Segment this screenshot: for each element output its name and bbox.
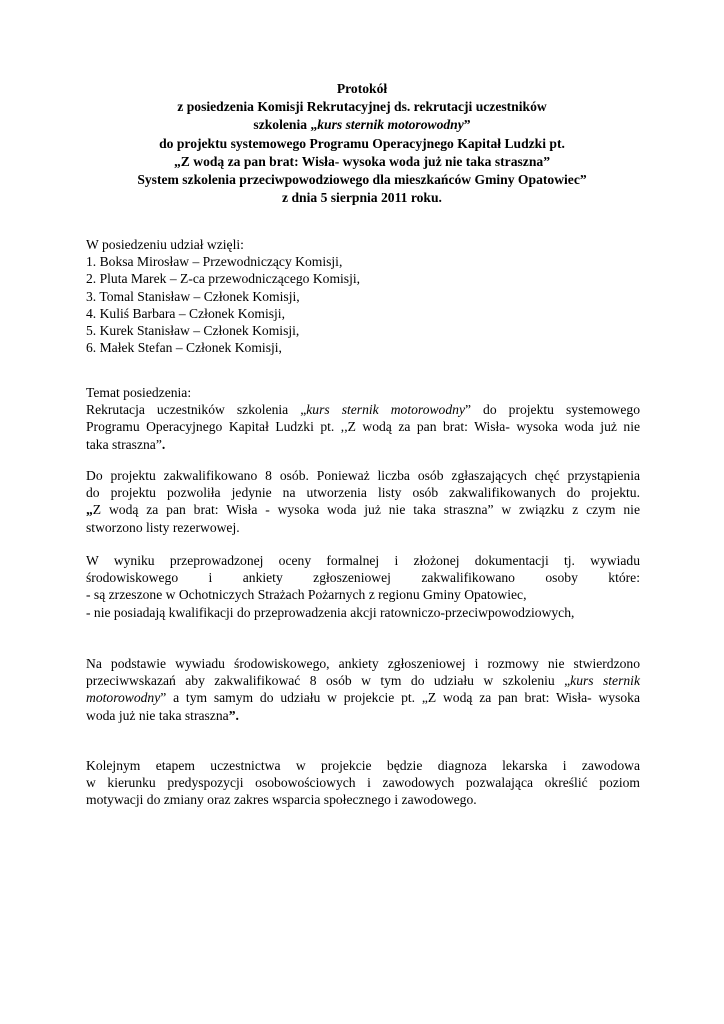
topic-line-1: Rekrutacja uczestników szkolenia „kurs sternik motorowodny” do projektu systemowego — [86, 402, 640, 418]
member-item: 3. Tomal Stanisław – Członek Komisji, — [86, 288, 300, 304]
basis-line-2: przeciwwskazań aby zakwalifikować 8 osób w tym do udziału w szkoleniu „kurs sternik — [86, 673, 640, 689]
topic-line-3: taka straszna”. — [86, 436, 166, 452]
header-title: Protokół — [336, 81, 388, 96]
basis-line-4: woda już nie taka straszna”. — [86, 707, 239, 723]
header-line-6: System szkolenia przeciwpowodziowego dla mieszkańców Gminy Opatowiec” — [137, 172, 587, 188]
attendance-intro: W posiedzeniu udział wzięli: — [86, 237, 244, 252]
qualified-line-2: do projektu pozwoliła jedynie na utworzenia listy osób zakwalifikowanych do projektu. — [86, 485, 640, 501]
basis-line-1: Na podstawie wywiadu środowiskowego, ankiety zgłoszeniowej i rozmowy nie stwierdzono — [86, 656, 640, 671]
header-line-3: szkolenia „kurs sternik motorowodny” — [253, 117, 471, 133]
header-date: z dnia 5 sierpnia 2011 roku. — [282, 190, 442, 206]
assessment-section — [86, 552, 640, 621]
topic-section — [86, 384, 640, 453]
header-line-5: „Z wodą za pan brat: Wisła- wysoka woda już nie taka straszna” — [173, 153, 550, 169]
assessment-criterion: - są zrzeszone w Ochotniczych Strażach Pożarnych z regionu Gminy Opatowiec, — [86, 587, 527, 603]
member-item: 4. Kuliś Barbara – Członek Komisji, — [86, 305, 285, 321]
topic-line-2: Programu Operacyjnego Kapitał Ludzki pt. ,,Z wodą za pan brat: Wisła- wysoka woda już nie — [86, 419, 640, 435]
member-item: 6. Małek Stefan – Członek Komisji, — [86, 340, 282, 356]
member-item: 1. Boksa Mirosław – Przewodniczący Komisji, — [86, 254, 343, 270]
basis-section — [86, 655, 640, 724]
assessment-line-2: środowiskowego i ankiety zgłoszeniowej zakwalifikowano osoby które: — [86, 570, 640, 586]
header-line-2: z posiedzenia Komisji Rekrutacyjnej ds. rekrutacji uczestników — [177, 99, 547, 115]
qualified-line-4: stworzono listy rezerwowej. — [86, 519, 240, 535]
qualified-line-3: „Z wodą za pan brat: Wisła - wysoka woda już nie taka straszna” w związku z czym nie — [86, 502, 640, 518]
qualified-line-1: Do projektu zakwalifikowano 8 osób. Ponieważ liczba osób zgłaszających chęć przystąpienia — [86, 468, 640, 483]
next-step-line-2: w kierunku predyspozycji osobowościowych i zawodowych pozwalająca określić poziom — [86, 775, 640, 791]
course-name: kurs sternik motorowodny — [317, 117, 464, 133]
topic-label: Temat posiedzenia: — [86, 385, 192, 400]
assessment-line-1: W wyniku przeprowadzonej oceny formalnej i złożonej dokumentacji tj. wywiadu — [86, 553, 640, 568]
qualified-section — [86, 467, 640, 536]
member-item: 5. Kurek Stanisław – Członek Komisji, — [86, 323, 300, 339]
attendance-section — [86, 236, 640, 356]
next-step-section — [86, 757, 640, 809]
assessment-criterion: - nie posiadają kwalifikacji do przeprowadzenia akcji ratowniczo-przeciwpowodziowych, — [86, 604, 575, 620]
basis-line-3: motorowodny” a tym samym do udziału w projekcie pt. „Z wodą za pan brat: Wisła- wysoka — [86, 690, 640, 706]
member-item: 2. Pluta Marek – Z-ca przewodniczącego Komisji, — [86, 271, 361, 287]
next-step-line-1: Kolejnym etapem uczestnictwa w projekcie będzie diagnoza lekarska i zawodowa — [86, 758, 640, 773]
document-header — [0, 80, 724, 207]
next-step-line-3: motywacji do zmiany oraz zakres wsparcia społecznego i zawodowego. — [86, 792, 477, 808]
header-line-4: do projektu systemowego Programu Operacyjnego Kapitał Ludzki pt. — [159, 135, 565, 151]
